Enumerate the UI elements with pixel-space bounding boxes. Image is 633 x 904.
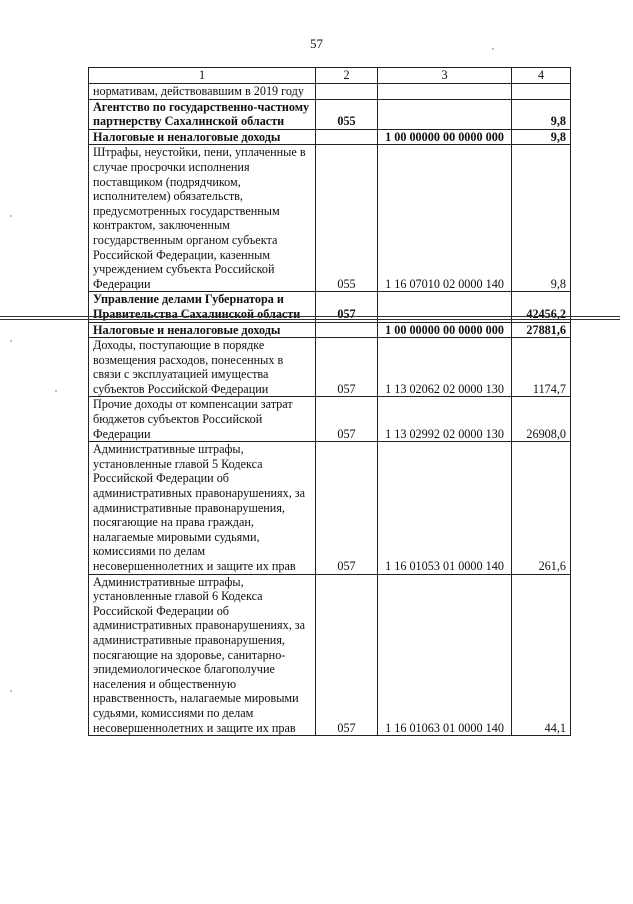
header-col-4: 4 xyxy=(512,68,571,84)
row-name: Управление делами Губернатора и Правительства Сахалинской области xyxy=(89,292,316,322)
scan-speck xyxy=(492,48,494,50)
page-number: 57 xyxy=(310,36,323,51)
row-name: Налоговые и неналоговые доходы xyxy=(89,322,316,338)
row-admin-code: 057 xyxy=(316,397,378,442)
table-row xyxy=(89,574,571,736)
row-name: нормативам, действовавшим в 2019 году xyxy=(89,84,316,100)
row-amount: 26908,0 xyxy=(512,397,571,442)
table-row xyxy=(89,397,571,442)
table-row xyxy=(89,84,571,100)
row-name: Административные штрафы, установленные главой 5 Кодекса Российской Федерации об административных правонарушениях, за административные правонарушения, посягающие на права граждан, налагаемые мировыми судьями, комиссиями по делам несовершеннолетних и защите их прав xyxy=(89,442,316,574)
row-amount: 261,6 xyxy=(512,442,571,574)
row-amount: 9,8 xyxy=(512,99,571,129)
table-row xyxy=(89,442,571,574)
row-amount: 27881,6 xyxy=(512,322,571,338)
table-row xyxy=(89,338,571,397)
page-break-line xyxy=(0,316,620,317)
row-name: Налоговые и неналоговые доходы xyxy=(89,129,316,145)
row-budget-code xyxy=(378,99,512,129)
row-admin-code: 057 xyxy=(316,338,378,397)
table-row xyxy=(89,322,571,338)
row-admin-code: 055 xyxy=(316,99,378,129)
row-amount xyxy=(512,84,571,100)
row-amount: 9,8 xyxy=(512,129,571,145)
row-budget-code: 1 16 07010 02 0000 140 xyxy=(378,145,512,292)
header-col-1: 1 xyxy=(89,68,316,84)
table-header-row xyxy=(89,68,571,84)
table-row xyxy=(89,129,571,145)
table-row xyxy=(89,99,571,129)
table-row xyxy=(89,292,571,322)
row-budget-code: 1 16 01053 01 0000 140 xyxy=(378,442,512,574)
row-amount: 42456,2 xyxy=(512,292,571,322)
row-name: Прочие доходы от компенсации затрат бюджетов субъектов Российской Федерации xyxy=(89,397,316,442)
scan-speck xyxy=(55,390,57,392)
row-name: Административные штрафы, установленные главой 6 Кодекса Российской Федерации об административных правонарушениях, за административные правонарушения, посягающие на здоровье, санитарно-эпидемиологическое благополучие населения и общественную нравственность, налагаемые мировыми судьями, комиссиями по делам несовершеннолетних и защите их прав xyxy=(89,574,316,736)
scan-speck xyxy=(10,215,12,217)
row-name: Штрафы, неустойки, пени, уплаченные в случае просрочки исполнения поставщиком (подрядчиком, исполнителем) обязательств, предусмотренных государственным контрактом, заключенным государственным органом субъекта Российской Федерации, казенным учреждением субъекта Российской Федерации xyxy=(89,145,316,292)
row-budget-code: 1 00 00000 00 0000 000 xyxy=(378,129,512,145)
row-admin-code xyxy=(316,84,378,100)
row-admin-code: 057 xyxy=(316,442,378,574)
page-break-line xyxy=(0,319,620,320)
row-amount: 1174,7 xyxy=(512,338,571,397)
row-name: Агентство по государственно-частному партнерству Сахалинской области xyxy=(89,99,316,129)
table-row xyxy=(89,145,571,292)
header-col-3: 3 xyxy=(378,68,512,84)
scan-speck xyxy=(10,340,12,342)
row-admin-code xyxy=(316,322,378,338)
row-amount: 44,1 xyxy=(512,574,571,736)
row-budget-code: 1 13 02062 02 0000 130 xyxy=(378,338,512,397)
row-admin-code: 057 xyxy=(316,574,378,736)
row-budget-code xyxy=(378,84,512,100)
row-budget-code: 1 00 00000 00 0000 000 xyxy=(378,322,512,338)
row-admin-code: 057 xyxy=(316,292,378,322)
row-budget-code: 1 13 02992 02 0000 130 xyxy=(378,397,512,442)
row-amount: 9,8 xyxy=(512,145,571,292)
revenue-table xyxy=(88,67,571,736)
row-admin-code xyxy=(316,129,378,145)
scan-speck xyxy=(10,690,12,692)
row-budget-code: 1 16 01063 01 0000 140 xyxy=(378,574,512,736)
row-admin-code: 055 xyxy=(316,145,378,292)
header-col-2: 2 xyxy=(316,68,378,84)
row-name: Доходы, поступающие в порядке возмещения расходов, понесенных в связи с эксплуатацией имущества субъектов Российской Федерации xyxy=(89,338,316,397)
row-budget-code xyxy=(378,292,512,322)
